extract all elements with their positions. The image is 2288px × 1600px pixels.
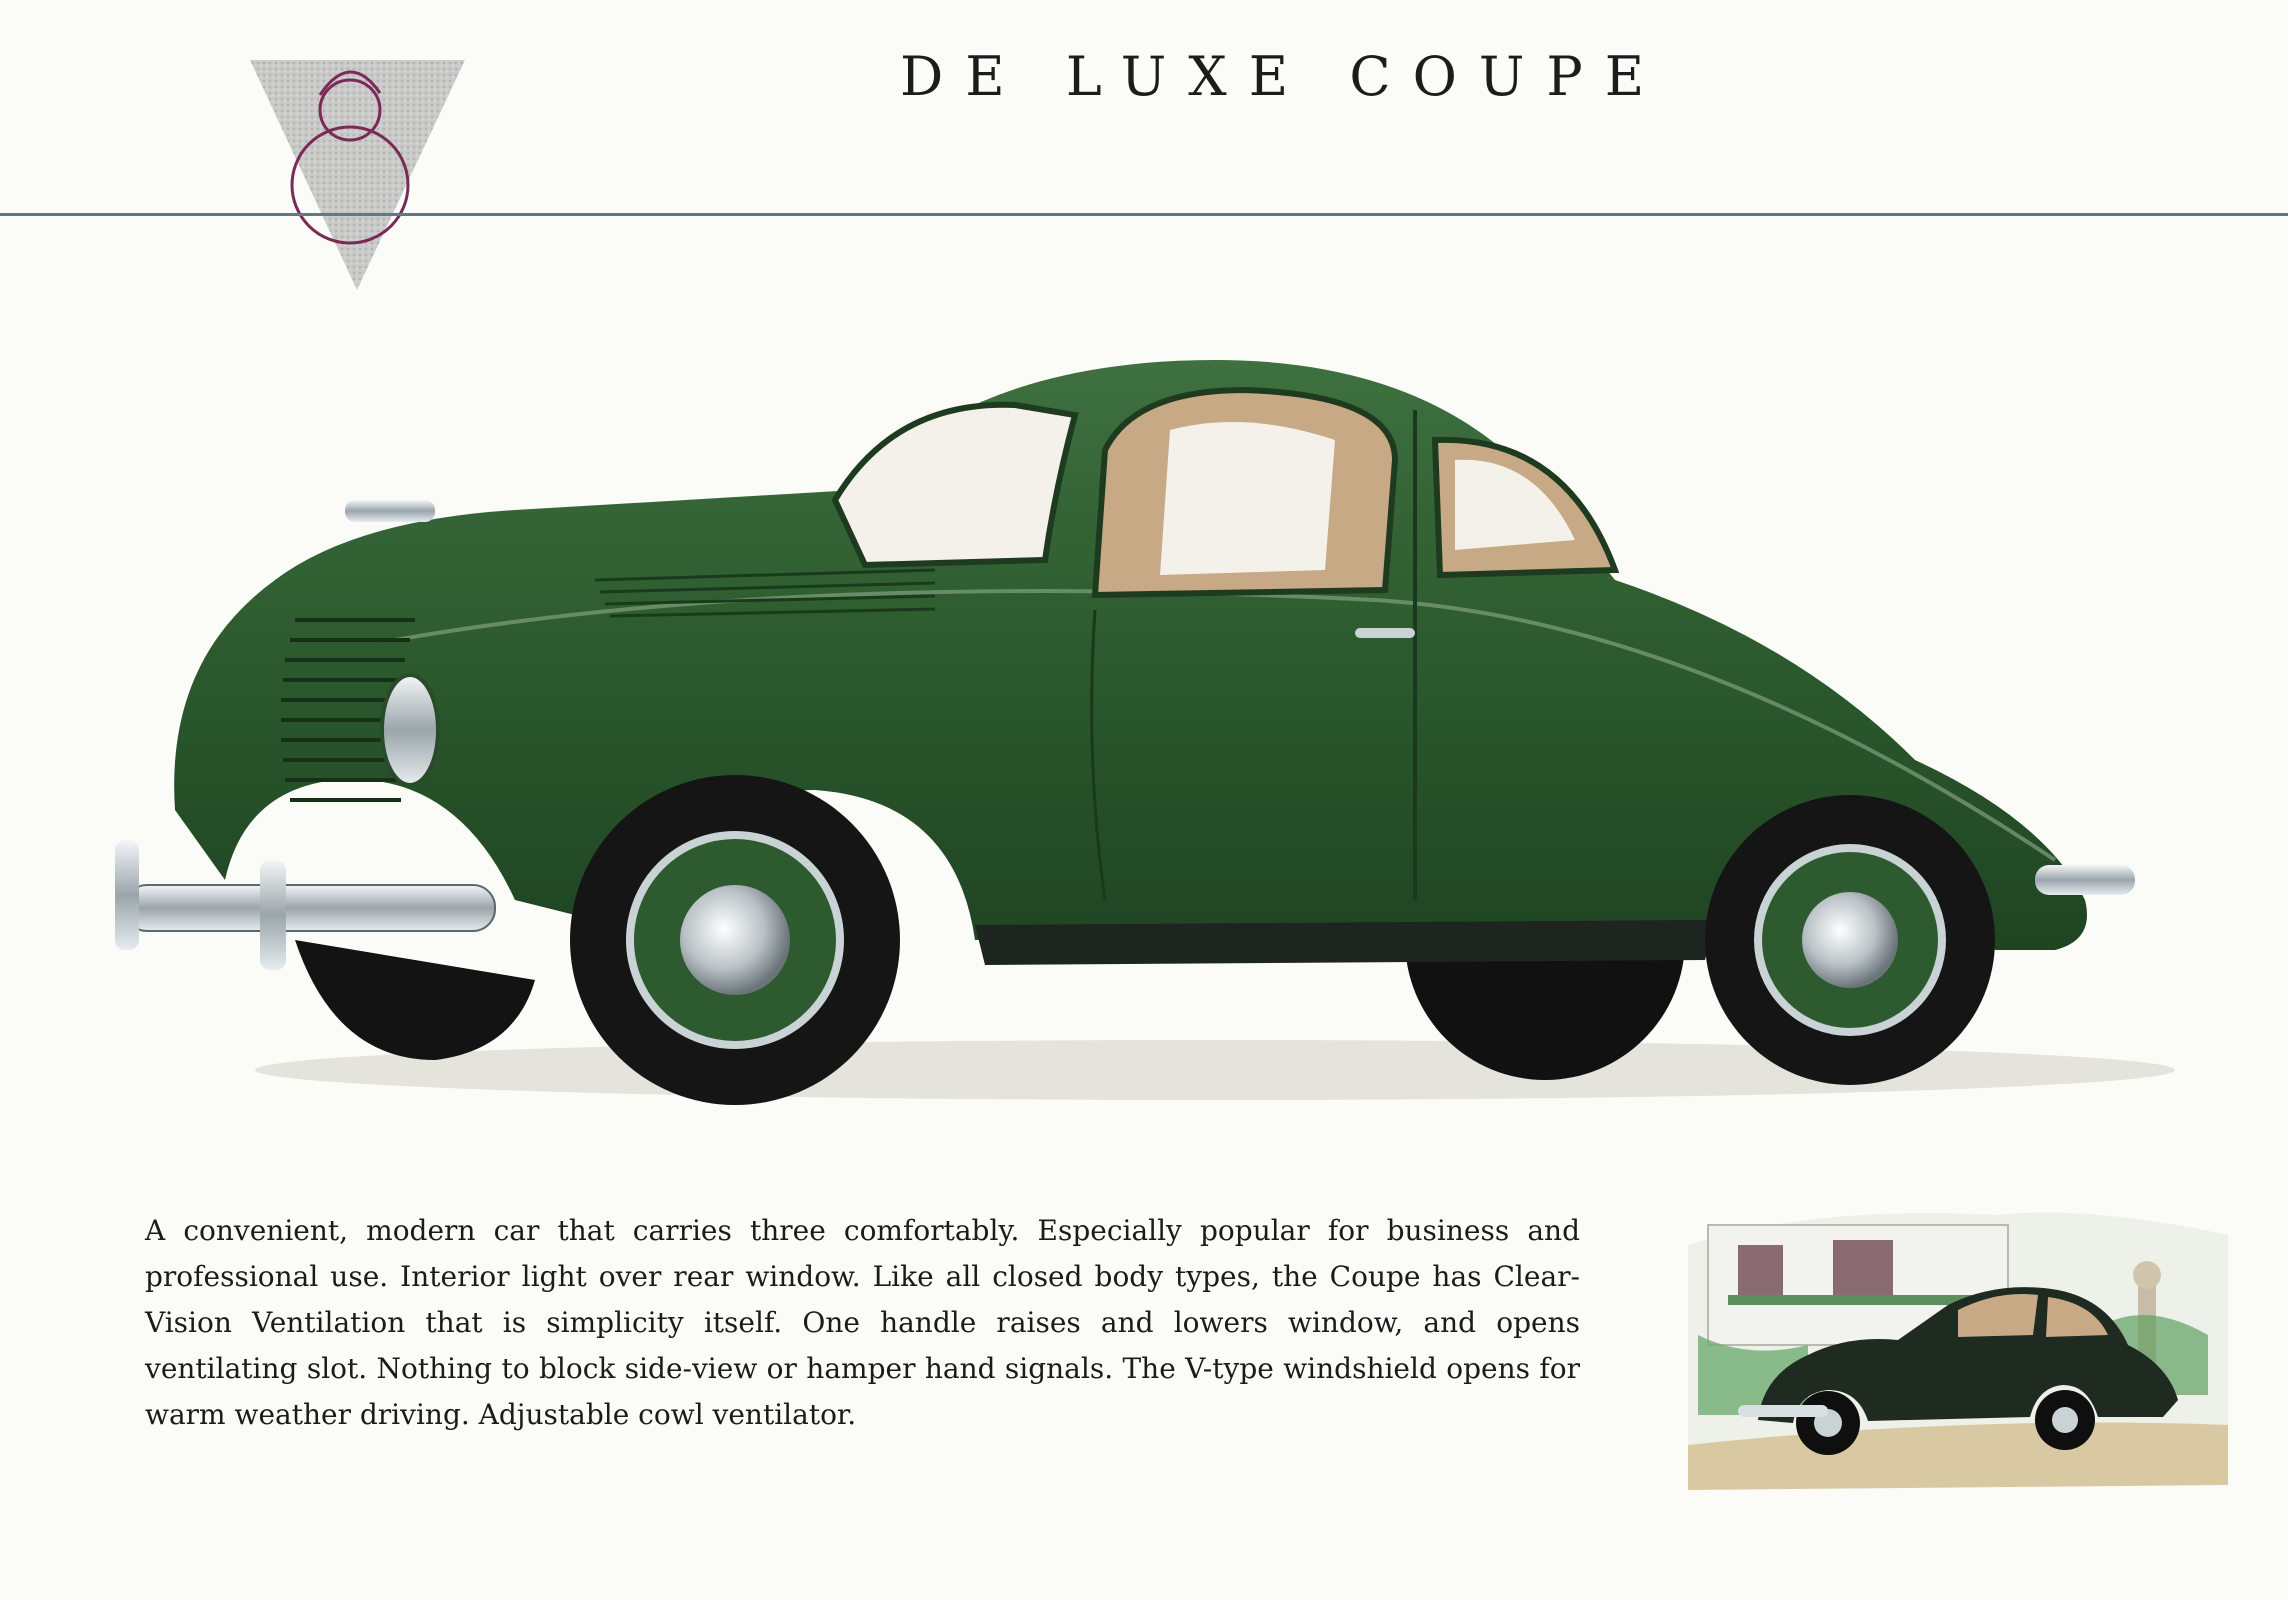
- inset-street-scene-illustration: [1668, 1185, 2238, 1505]
- description-line: and professional use. Interior light over rear window. Like all closed body types, the: [145, 1214, 1580, 1293]
- header-divider: [0, 213, 2288, 216]
- description-line: Coupe has Clear-Vision Ventilation that is simplicity itself. One handle raises and lowers: [145, 1260, 1580, 1339]
- v8-emblem-icon: [250, 55, 465, 295]
- hero-car-illustration: [95, 340, 2225, 1140]
- description-line: The V-type windshield opens for warm weather driving. Adjustable cowl ventilator.: [145, 1352, 1580, 1431]
- description-line: window, and opens ventilating slot. Nothing to block side-view or hamper hand signals.: [145, 1306, 1580, 1385]
- description-line: A convenient, modern car that carries three comfortably. Especially popular for business: [145, 1214, 1528, 1247]
- description-paragraph: [145, 1208, 1580, 1468]
- page-title: DE LUXE COUPE: [900, 45, 1667, 108]
